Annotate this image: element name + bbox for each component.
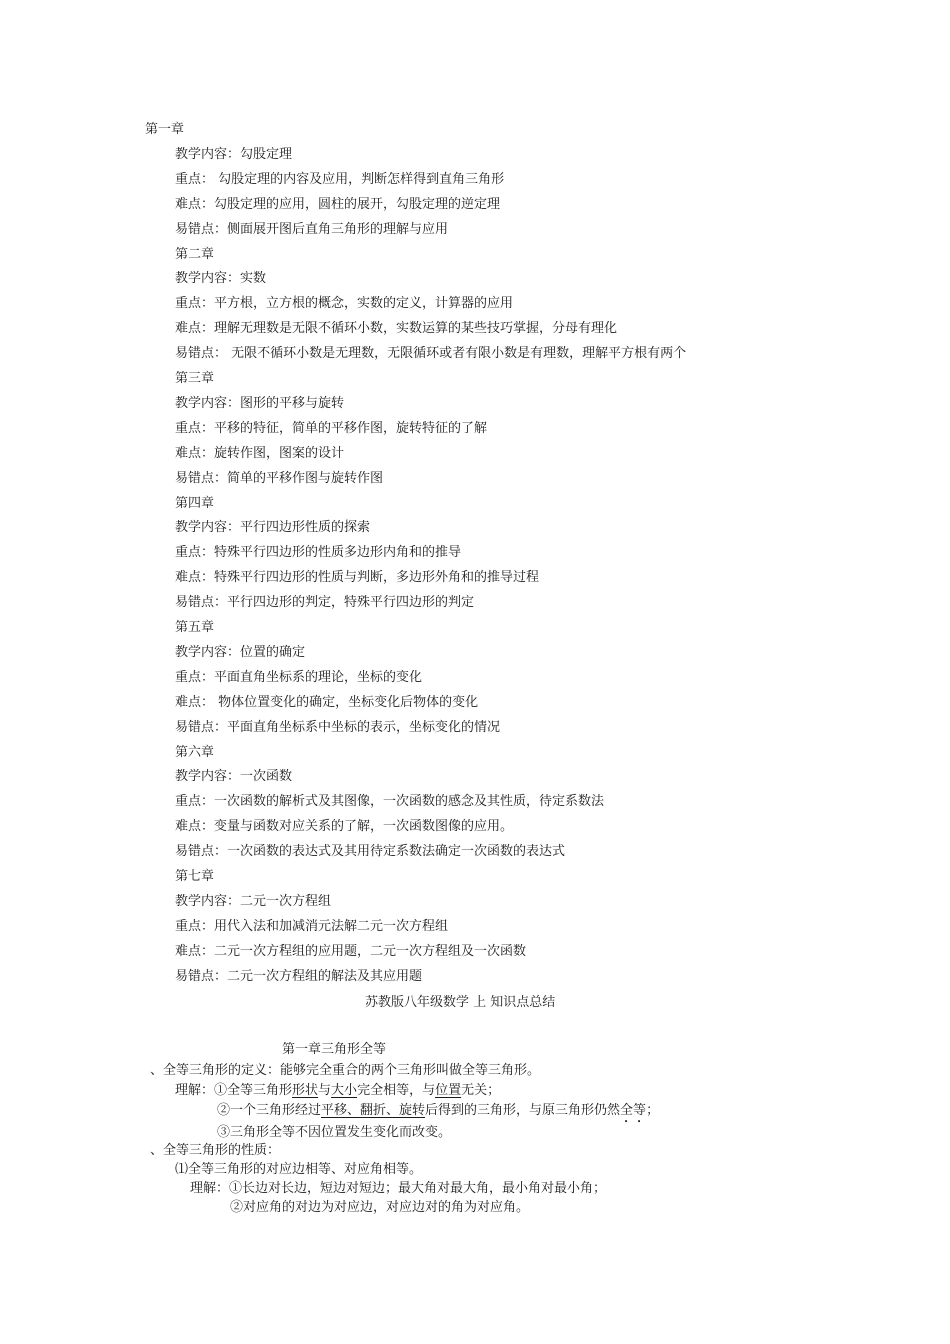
teaching-content: 教学内容：平行四边形性质的探索 bbox=[175, 520, 371, 535]
error-prone-points: 易错点： 无限不循环小数是无理数，无限循环或者有限小数是有理数，理解平方根有两个 bbox=[175, 346, 687, 361]
chapter-heading: 第六章 bbox=[175, 745, 215, 760]
property-understanding-2: ②对应角的对边为对应边，对应边对的角为对应角。 bbox=[230, 1200, 530, 1215]
underlined-text: 位置 bbox=[435, 1083, 462, 1098]
teaching-content: 教学内容：一次函数 bbox=[175, 769, 293, 784]
teaching-content: 教学内容：二元一次方程组 bbox=[175, 894, 332, 909]
text-segment: 后得到的三角形，与原三角形仍然 bbox=[425, 1103, 621, 1118]
key-points: 重点：特殊平行四边形的性质多边形内角和的推导 bbox=[175, 545, 462, 560]
chapter-heading: 第三章 bbox=[175, 371, 215, 386]
key-points: 重点： 勾股定理的内容及应用，判断怎样得到直角三角形 bbox=[175, 172, 505, 187]
key-points: 重点：平移的特征，简单的平移作图，旋转特征的了解 bbox=[175, 421, 488, 436]
difficult-points: 难点：勾股定理的应用，圆柱的展开，勾股定理的逆定理 bbox=[175, 197, 501, 212]
error-prone-points: 易错点：简单的平移作图与旋转作图 bbox=[175, 471, 384, 486]
teaching-content: 教学内容：位置的确定 bbox=[175, 645, 306, 660]
error-prone-points: 易错点：侧面展开图后直角三角形的理解与应用 bbox=[175, 222, 449, 237]
chapter-heading: 第二章 bbox=[175, 247, 215, 262]
property-understanding-1: 理解：①长边对长边，短边对短边；最大角对最大角，最小角对最小角； bbox=[190, 1181, 607, 1196]
understanding-line-2 bbox=[217, 1102, 659, 1120]
teaching-content: 教学内容：实数 bbox=[175, 271, 267, 286]
underlined-text: 大小 bbox=[331, 1083, 358, 1098]
key-points: 重点：一次函数的解析式及其图像，一次函数的感念及其性质，待定系数法 bbox=[175, 794, 605, 809]
key-points: 重点：平方根，立方根的概念，实数的定义，计算器的应用 bbox=[175, 296, 514, 311]
chapter-heading: 第七章 bbox=[175, 869, 215, 884]
difficult-points: 难点： 物体位置变化的确定，坐标变化后物体的变化 bbox=[175, 695, 479, 710]
properties-line: 、全等三角形的性质： bbox=[150, 1143, 281, 1158]
error-prone-points: 易错点：平行四边形的判定，特殊平行四边形的判定 bbox=[175, 595, 475, 610]
text-segment: ②一个三角形经过 bbox=[217, 1103, 322, 1118]
summary-title: 苏教版八年级数学 上 知识点总结 bbox=[365, 995, 556, 1010]
error-prone-points: 易错点：二元一次方程组的解法及其应用题 bbox=[175, 969, 423, 984]
difficult-points: 难点：理解无理数是无限不循环小数，实数运算的某些技巧掌握，分母有理化 bbox=[175, 321, 618, 336]
chapter1-title: 第一章三角形全等 bbox=[282, 1042, 387, 1057]
definition-line: 、全等三角形的定义：能够完全重合的两个三角形叫做全等三角形。 bbox=[150, 1063, 541, 1078]
chapter-heading: 第五章 bbox=[175, 620, 215, 635]
underlined-text: 形状 bbox=[292, 1083, 319, 1098]
underlined-text: 平移、翻折、旋转 bbox=[321, 1103, 426, 1118]
text-segment: 理解：①全等三角形 bbox=[175, 1083, 293, 1098]
teaching-content: 教学内容：勾股定理 bbox=[175, 147, 293, 162]
error-prone-points: 易错点：平面直角坐标系中坐标的表示，坐标变化的情况 bbox=[175, 720, 501, 735]
error-prone-points: 易错点：一次函数的表达式及其用待定系数法确定一次函数的表达式 bbox=[175, 844, 566, 859]
key-points: 重点：平面直角坐标系的理论，坐标的变化 bbox=[175, 670, 423, 685]
difficult-points: 难点：特殊平行四边形的性质与判断，多边形外角和的推导过程 bbox=[175, 570, 540, 585]
text-segment: 无关； bbox=[461, 1083, 501, 1098]
difficult-points: 难点：二元一次方程组的应用题，二元一次方程组及一次函数 bbox=[175, 944, 527, 959]
chapter-heading: 第一章 bbox=[145, 122, 185, 137]
understanding-line-1 bbox=[175, 1082, 500, 1100]
difficult-points: 难点：旋转作图，图案的设计 bbox=[175, 446, 345, 461]
teaching-content: 教学内容：图形的平移与旋转 bbox=[175, 396, 345, 411]
text-segment: 完全相等，与 bbox=[357, 1083, 436, 1098]
text-segment: 与 bbox=[318, 1083, 332, 1098]
key-points: 重点：用代入法和加减消元法解二元一次方程组 bbox=[175, 919, 449, 934]
emphasized-text: 全等 bbox=[620, 1103, 647, 1118]
chapter-heading: 第四章 bbox=[175, 496, 215, 511]
difficult-points: 难点：变量与函数对应关系的了解，一次函数图像的应用。 bbox=[175, 819, 514, 834]
text-segment: ； bbox=[646, 1103, 660, 1118]
understanding-line-3: ③三角形全等不因位置发生变化而改变。 bbox=[217, 1125, 452, 1140]
property-1: ⑴全等三角形的对应边相等、对应角相等。 bbox=[175, 1162, 423, 1177]
